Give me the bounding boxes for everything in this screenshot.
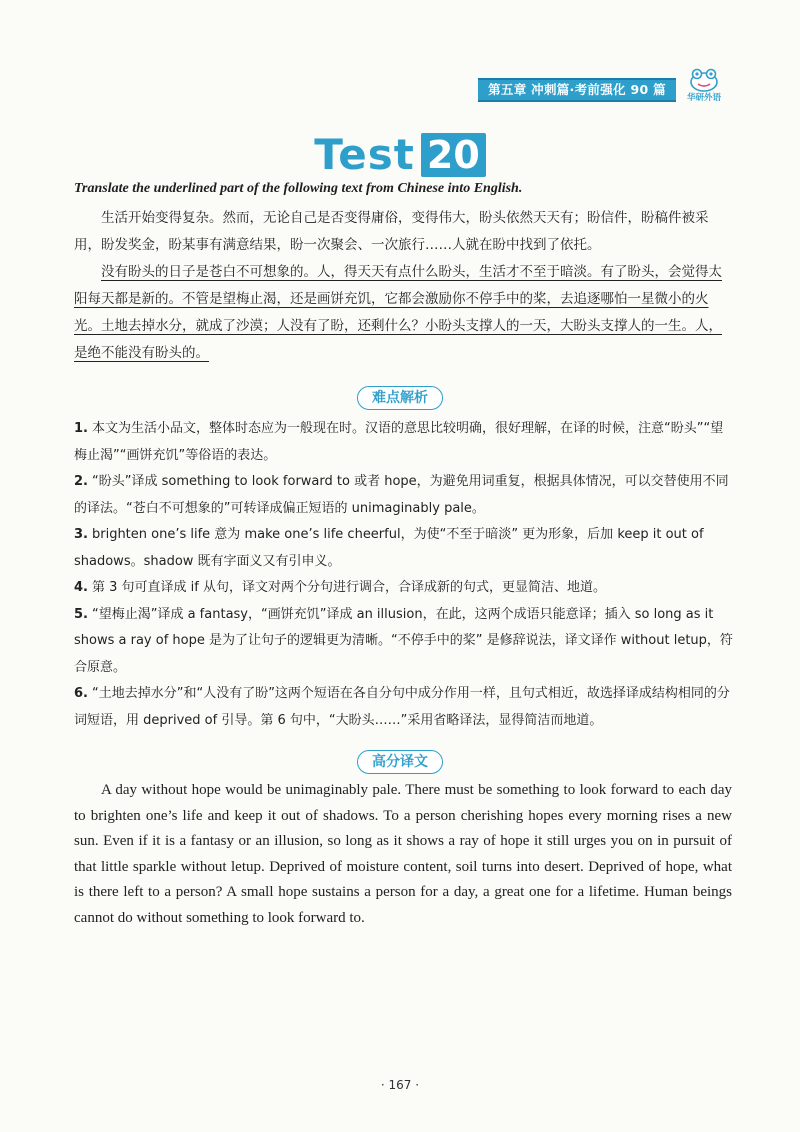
model-translation: A day without hope would be unimaginably pale. There must be something to look forward to each day to brighten one’s life and keep it out of shadows. To a person cherishing hopes every morning rises a new sun. Even if it is a fantasy or an illusion, so long as it shows a ray of hope it still urges you on in pursuit of that little sparkle without letup. Deprived of moisture content, soil turns into desert. Deprived of hope, what is there left to a person? A small hope sustains a person for a day, a great one for a lifetime. Human beings cannot do without something to look forward to. bbox=[74, 782, 732, 926]
item-text: “望梅止渴”译成 a fantasy，“画饼充饥”译成 an illusion，在此，这两个成语只能意译；插入 so long as it shows a ray of hope 是为了让句子的逻辑更为清晰。“不停手中的桨” 是修辞说法，译文译作 without letup，符合原意。 bbox=[74, 606, 733, 675]
translation-label: 高分译文 bbox=[357, 750, 443, 774]
translation-section-label bbox=[0, 750, 800, 774]
item-text: brighten one’s life 意为 make one’s life cheerful，为使“不至于暗淡” 更为形象，后加 keep it out of shadows。shadow 既有字面义又有引申义。 bbox=[74, 527, 704, 569]
page-number: · 167 · bbox=[380, 1078, 420, 1092]
source-paragraph-1: 生活开始变得复杂。然而，无论自己是否变得庸俗，变得伟大，盼头依然天天有；盼信件，盼稿件被采用，盼发奖金，盼某事有满意结果，盼一次聚会、一次旅行……人就在盼中找到了依托。 bbox=[74, 210, 709, 253]
test-title-word: Test bbox=[314, 130, 415, 179]
analysis-item bbox=[74, 522, 734, 575]
analysis-item bbox=[74, 602, 734, 682]
logo-text: 华研外语 bbox=[686, 93, 721, 103]
item-number: 6. bbox=[74, 686, 88, 701]
item-number: 4. bbox=[74, 580, 88, 595]
item-number: 2. bbox=[74, 474, 88, 489]
source-paragraph-2 bbox=[74, 259, 730, 367]
analysis-item bbox=[74, 416, 734, 469]
analysis-label: 难点解析 bbox=[357, 386, 443, 410]
item-text: “盼头”译成 something to look forward to 或者 hope，为避免用词重复，根据具体情况，可以交替使用不同的译法。“苍白不可想象的”可转译成偏正短语的 unimaginably pale。 bbox=[74, 474, 729, 516]
item-text: “土地去掉水分”和“人没有了盼”这两个短语在各自分句中成分作用一样，且句式相近，故选择译成结构相同的分词短语，用 deprived of 引导。第 6 句中，“大盼头……”采用省略译法，显得简洁而地道。 bbox=[74, 686, 730, 728]
item-number: 3. bbox=[74, 527, 88, 542]
chapter-banner: 第五章 冲刺篇·考前强化 90 篇 bbox=[478, 78, 676, 102]
test-title bbox=[0, 130, 800, 180]
analysis-item bbox=[74, 681, 734, 734]
item-number: 1. bbox=[74, 421, 88, 436]
item-text: 本文为生活小品文，整体时态应为一般现在时。汉语的意思比较明确，很好理解，在译的时候，注意“盼头”“望梅止渴”“画饼充饥”等俗语的表达。 bbox=[74, 421, 724, 463]
chapter-header bbox=[478, 66, 728, 106]
analysis-section-label bbox=[0, 386, 800, 410]
frog-logo-icon bbox=[682, 66, 726, 92]
analysis-item bbox=[74, 469, 734, 522]
analysis-list bbox=[74, 416, 734, 734]
instruction: Translate the underlined part of the following text from Chinese into English. bbox=[74, 181, 523, 196]
publisher-logo bbox=[682, 66, 726, 106]
underlined-passage: 没有盼头的日子是苍白不可想象的。人，得天天有点什么盼头，生活才不至于暗淡。有了盼头，会觉得太阳每天都是新的。不管是望梅止渴，还是画饼充饥，它都会激励你不停手中的桨，去追逐哪怕一星微小的火光。土地去掉水分，就成了沙漠；人没有了盼，还剩什么？小盼头支撑人的一天，大盼头支撑人的一生。人，是绝不能没有盼头的。 bbox=[74, 264, 722, 361]
analysis-item bbox=[74, 575, 734, 602]
item-number: 5. bbox=[74, 606, 88, 622]
item-text: 第 3 句可直译成 if 从句，译文对两个分句进行调合，合译成新的句式，更显简洁、地道。 bbox=[91, 580, 606, 595]
test-number-badge: 20 bbox=[421, 133, 486, 177]
